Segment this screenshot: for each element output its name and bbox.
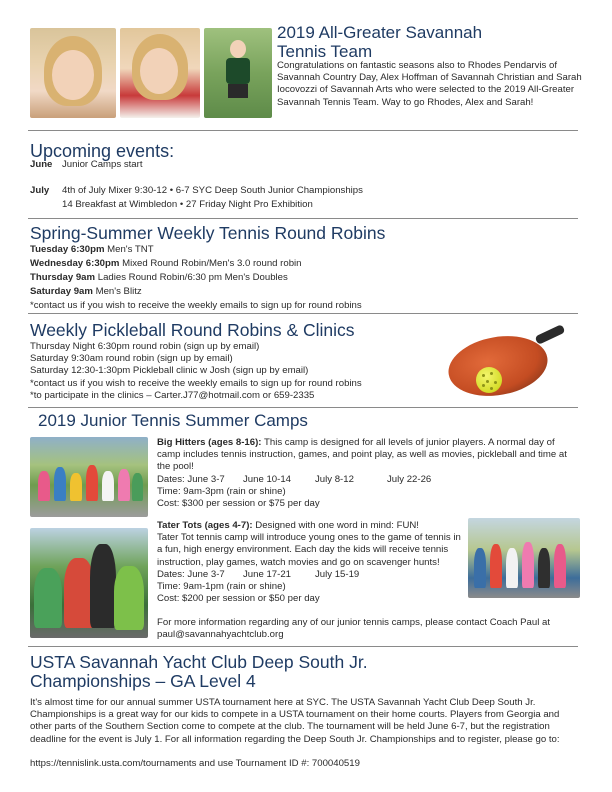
round-robin-item: Tuesday 6:30pm Men's TNT — [30, 244, 154, 255]
round-robin-item: Saturday 9am Men's Blitz — [30, 286, 142, 297]
divider — [28, 130, 578, 131]
player-photo-2 — [120, 28, 200, 118]
events-heading: Upcoming events: — [30, 141, 175, 161]
team-title: 2019 All-Greater Savannah Tennis Team — [277, 23, 483, 61]
usta-body: It's almost time for our annual summer USTA tournament here at SYC. The USTA Savannah Yacht Club Deep South Jr. Championships is a great way for our kids to compete in a USTA tournament on their home courts. Players from Georgia and other parts of the Southern Section come to compete at the club. The tournament will be held June 6-7, but the registration deadline for the event is July 1. For all information regarding the Deep South Jr. Championships and to register, please go to: — [30, 697, 560, 745]
pickleball-list: Thursday Night 6:30pm round robin (sign up by email) Saturday 9:30am round robin (sign up by email) Saturday 12:30-1:30pm Pickleball clinic w Josh (sign up by email) *contact us if you wish to receive the weekly emails to sign up for round robins *to participate in the clinics – Carter.J77@hotmail.com or 659-2335 — [30, 341, 362, 401]
player-photo-1 — [30, 28, 116, 118]
round-robins-heading: Spring-Summer Weekly Tennis Round Robins — [30, 223, 386, 243]
camps-contact: For more information regarding any of our junior tennis camps, please contact Coach Paul at paul@savannahyachtclub.org — [157, 617, 551, 641]
event-row-june: June Junior Camps start — [30, 159, 143, 170]
divider — [28, 407, 578, 408]
divider — [28, 218, 578, 219]
usta-link[interactable]: https://tennislink.usta.com/tournaments and use Tournament ID #: 700040519 — [30, 758, 360, 769]
pickleball-paddle-icon — [535, 324, 566, 345]
big-hitters-photo — [30, 437, 148, 517]
round-robins-list — [30, 244, 570, 312]
pickleball-heading: Weekly Pickleball Round Robins & Clinics — [30, 320, 355, 340]
usta-heading: USTA Savannah Yacht Club Deep South Jr. Championships – GA Level 4 — [30, 652, 368, 691]
tater-tots-group-photo — [468, 518, 580, 598]
tater-tots-photo — [30, 528, 148, 638]
camps-heading: 2019 Junior Tennis Summer Camps — [38, 411, 308, 430]
event-row-july: July 4th of July Mixer 9:30-12 • 6-7 SYC Deep South Junior Championships 14 Breakfast at Wimbledon • 27 Friday Night Pro Exhibition — [30, 185, 363, 210]
round-robin-item: Thursday 9am Ladies Round Robin/6:30 pm Men's Doubles — [30, 272, 288, 283]
round-robin-item: Wednesday 6:30pm Mixed Round Robin/Men's 3.0 round robin — [30, 258, 302, 269]
divider — [28, 313, 578, 314]
big-hitters-block: Big Hitters (ages 8-16): This camp is designed for all levels of junior players. A normal day of camp includes tennis instruction, games, and point play, as well as movies, pickleball and time at the pool! Dates: June 3-7 June 10-14 July 8-12 July 22-26 Time: 9am-3pm (rain or shine) Cost: $300 per session or $75 per day — [157, 437, 567, 509]
pickleball-ball-icon — [476, 367, 502, 393]
team-body: Congratulations on fantastic seasons also to Rhodes Pendarvis of Savannah Country Day, Alex Hoffman of Savannah Christian and Sarah Iocovozzi of Savannah Arts who were selected to the 2019 All-Greater Savannah Tennis Team. Way to go Rhodes, Alex and Sarah! — [277, 60, 582, 108]
tater-tots-block: Tater Tots (ages 4-7): Designed with one word in mind: FUN! Tater Tot tennis camp will introduce young ones to the game of tennis in a fun, high energy environment. Each day the kids will receive tennis instruction, play games, watch movies and go on scavenger hunts! Dates: June 3-7 June 17-21 July 15-19 Time: 9am-1pm (rain or shine) Cost: $200 per session or $50 per day — [157, 520, 461, 605]
divider — [28, 646, 578, 647]
round-robin-note: *contact us if you wish to receive the weekly emails to sign up for round robins — [30, 300, 362, 311]
player-photo-3 — [204, 28, 272, 118]
